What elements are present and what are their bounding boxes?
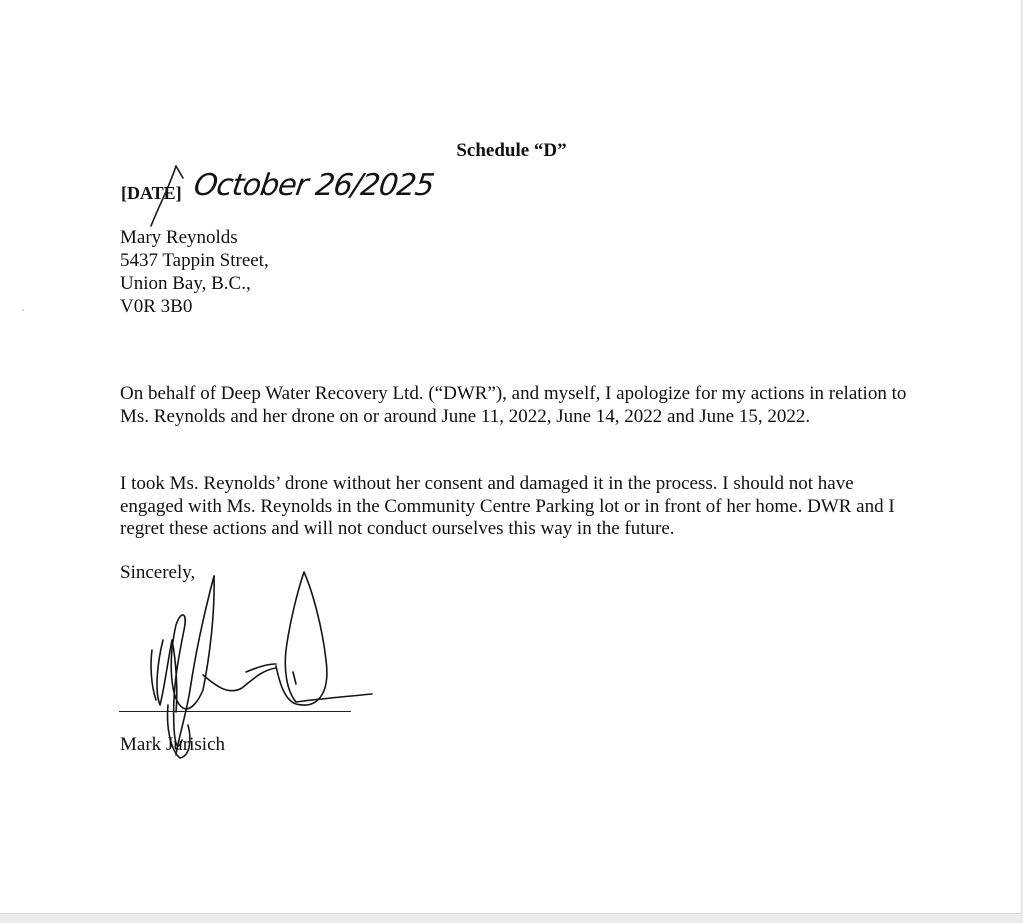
apology-paragraph: On behalf of Deep Water Recovery Ltd. (“DWR”), and myself, I apologize for my actions in relation to Ms. Reynolds and her drone on or around June 11, 2022, June 14, 2022 and June 15, 2022. [120,383,907,427]
recipient-street: 5437 Tappin Street, [120,250,269,271]
handwritten-date: October 26/2025 [191,168,436,203]
date-label: [DATE] [121,183,182,203]
signer-name: Mark Jurisich [120,734,226,755]
recipient-name: Mary Reynolds [120,227,238,248]
regret-paragraph: I took Ms. Reynolds’ drone without her consent and damaged it in the process. I should not have engaged with Ms. Reynolds in the Community Centre Parking lot or in front of her home. DWR and I regret these actions and will not conduct ourselves this way in the future. [120,473,895,539]
recipient-postal-code: V0R 3B0 [120,296,193,317]
schedule-title: Schedule “D” [456,140,567,161]
closing: Sincerely, [120,562,196,583]
recipient-city: Union Bay, B.C., [120,273,251,294]
